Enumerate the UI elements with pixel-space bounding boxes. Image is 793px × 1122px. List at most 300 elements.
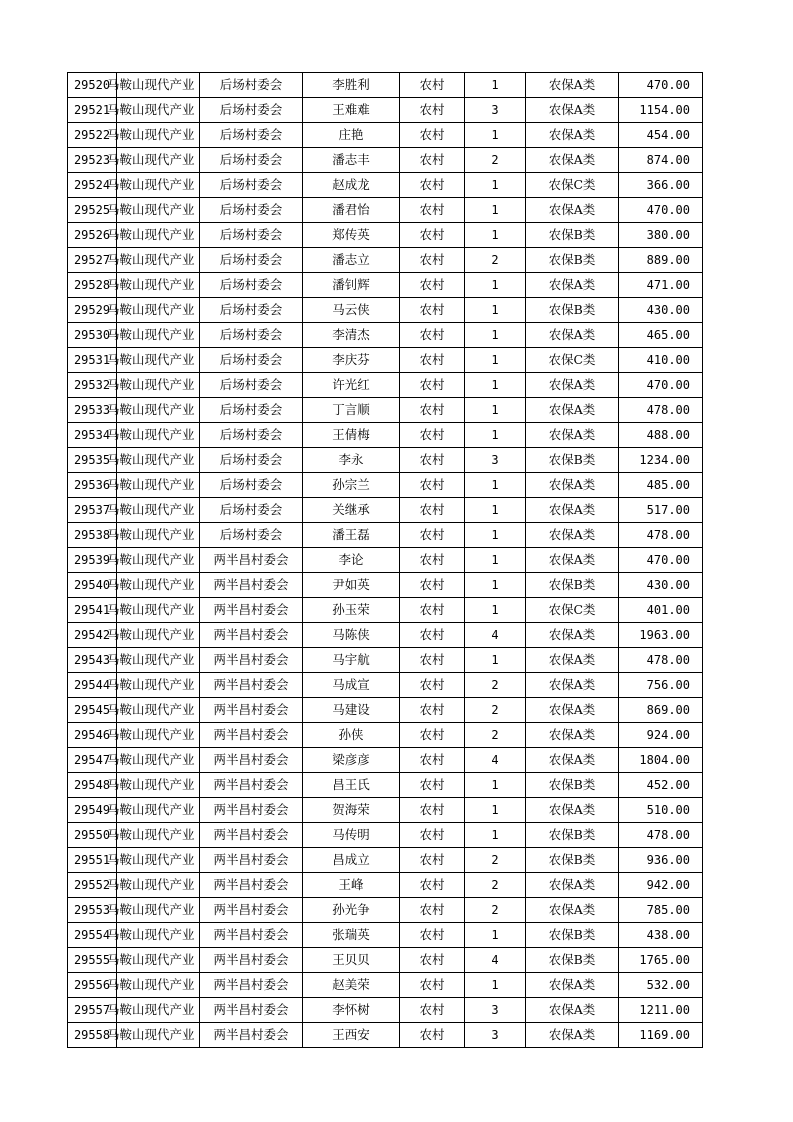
organization-cell: 马鞍山现代产业 <box>117 923 200 948</box>
household-type-cell: 农村 <box>400 498 465 523</box>
village-committee-cell: 两半昌村委会 <box>200 898 303 923</box>
household-type-cell: 农村 <box>400 698 465 723</box>
household-type-cell: 农村 <box>400 123 465 148</box>
organization-cell: 马鞍山现代产业 <box>117 673 200 698</box>
amount-cell: 889.00 <box>619 248 703 273</box>
village-committee-cell: 后场村委会 <box>200 298 303 323</box>
record-id-cell: 29552 <box>68 873 117 898</box>
table-row <box>68 773 703 798</box>
household-type-cell: 农村 <box>400 473 465 498</box>
village-committee-cell: 两半昌村委会 <box>200 648 303 673</box>
table-row <box>68 848 703 873</box>
amount-cell: 485.00 <box>619 473 703 498</box>
village-committee-cell: 两半昌村委会 <box>200 823 303 848</box>
person-name-cell: 孙侠 <box>303 723 400 748</box>
amount-cell: 517.00 <box>619 498 703 523</box>
person-name-cell: 李怀树 <box>303 998 400 1023</box>
person-name-cell: 孙玉荣 <box>303 598 400 623</box>
record-id-cell: 29549 <box>68 798 117 823</box>
household-type-cell: 农村 <box>400 323 465 348</box>
record-id-cell: 29529 <box>68 298 117 323</box>
record-id-cell: 29542 <box>68 623 117 648</box>
village-committee-cell: 后场村委会 <box>200 248 303 273</box>
village-committee-cell: 两半昌村委会 <box>200 1023 303 1048</box>
insurance-category-cell: 农保B类 <box>526 848 619 873</box>
table-row <box>68 973 703 998</box>
member-count-cell: 2 <box>465 848 526 873</box>
insurance-category-cell: 农保A类 <box>526 473 619 498</box>
village-committee-cell: 两半昌村委会 <box>200 573 303 598</box>
amount-cell: 756.00 <box>619 673 703 698</box>
table-row <box>68 123 703 148</box>
person-name-cell: 梁彦彦 <box>303 748 400 773</box>
record-id-cell: 29546 <box>68 723 117 748</box>
organization-cell: 马鞍山现代产业 <box>117 148 200 173</box>
record-id-cell: 29547 <box>68 748 117 773</box>
member-count-cell: 1 <box>465 573 526 598</box>
amount-cell: 1154.00 <box>619 98 703 123</box>
amount-cell: 874.00 <box>619 148 703 173</box>
member-count-cell: 3 <box>465 1023 526 1048</box>
organization-cell: 马鞍山现代产业 <box>117 998 200 1023</box>
village-committee-cell: 两半昌村委会 <box>200 698 303 723</box>
household-type-cell: 农村 <box>400 298 465 323</box>
household-type-cell: 农村 <box>400 548 465 573</box>
household-type-cell: 农村 <box>400 398 465 423</box>
table-row <box>68 948 703 973</box>
person-name-cell: 昌成立 <box>303 848 400 873</box>
household-type-cell: 农村 <box>400 523 465 548</box>
organization-cell: 马鞍山现代产业 <box>117 723 200 748</box>
record-id-cell: 29520 <box>68 73 117 98</box>
member-count-cell: 1 <box>465 273 526 298</box>
insurance-category-cell: 农保B类 <box>526 223 619 248</box>
person-name-cell: 李庆芬 <box>303 348 400 373</box>
organization-cell: 马鞍山现代产业 <box>117 523 200 548</box>
organization-cell: 马鞍山现代产业 <box>117 573 200 598</box>
person-name-cell: 马宇航 <box>303 648 400 673</box>
member-count-cell: 3 <box>465 98 526 123</box>
organization-cell: 马鞍山现代产业 <box>117 348 200 373</box>
village-committee-cell: 后场村委会 <box>200 123 303 148</box>
insurance-category-cell: 农保A类 <box>526 673 619 698</box>
member-count-cell: 1 <box>465 498 526 523</box>
record-id-cell: 29538 <box>68 523 117 548</box>
table-row <box>68 348 703 373</box>
member-count-cell: 1 <box>465 598 526 623</box>
record-id-cell: 29554 <box>68 923 117 948</box>
member-count-cell: 1 <box>465 173 526 198</box>
household-type-cell: 农村 <box>400 373 465 398</box>
insurance-category-cell: 农保A类 <box>526 98 619 123</box>
village-committee-cell: 后场村委会 <box>200 423 303 448</box>
person-name-cell: 孙宗兰 <box>303 473 400 498</box>
village-committee-cell: 后场村委会 <box>200 73 303 98</box>
household-type-cell: 农村 <box>400 673 465 698</box>
village-committee-cell: 后场村委会 <box>200 498 303 523</box>
insurance-category-cell: 农保A类 <box>526 648 619 673</box>
person-name-cell: 关继承 <box>303 498 400 523</box>
person-name-cell: 张瑞英 <box>303 923 400 948</box>
record-id-cell: 29557 <box>68 998 117 1023</box>
amount-cell: 1804.00 <box>619 748 703 773</box>
table-row <box>68 923 703 948</box>
household-type-cell: 农村 <box>400 248 465 273</box>
record-id-cell: 29524 <box>68 173 117 198</box>
organization-cell: 马鞍山现代产业 <box>117 948 200 973</box>
member-count-cell: 1 <box>465 923 526 948</box>
village-committee-cell: 两半昌村委会 <box>200 998 303 1023</box>
household-type-cell: 农村 <box>400 748 465 773</box>
member-count-cell: 2 <box>465 723 526 748</box>
record-id-cell: 29536 <box>68 473 117 498</box>
record-id-cell: 29527 <box>68 248 117 273</box>
organization-cell: 马鞍山现代产业 <box>117 248 200 273</box>
table-row <box>68 898 703 923</box>
amount-cell: 410.00 <box>619 348 703 373</box>
member-count-cell: 1 <box>465 823 526 848</box>
insurance-category-cell: 农保A类 <box>526 698 619 723</box>
household-type-cell: 农村 <box>400 873 465 898</box>
table-row <box>68 248 703 273</box>
household-type-cell: 农村 <box>400 98 465 123</box>
member-count-cell: 3 <box>465 448 526 473</box>
record-id-cell: 29548 <box>68 773 117 798</box>
village-committee-cell: 后场村委会 <box>200 98 303 123</box>
table-row <box>68 598 703 623</box>
member-count-cell: 4 <box>465 623 526 648</box>
household-type-cell: 农村 <box>400 148 465 173</box>
village-committee-cell: 两半昌村委会 <box>200 948 303 973</box>
organization-cell: 马鞍山现代产业 <box>117 898 200 923</box>
table-row <box>68 698 703 723</box>
record-id-cell: 29535 <box>68 448 117 473</box>
record-id-cell: 29525 <box>68 198 117 223</box>
record-id-cell: 29537 <box>68 498 117 523</box>
person-name-cell: 李胜利 <box>303 73 400 98</box>
amount-cell: 465.00 <box>619 323 703 348</box>
organization-cell: 马鞍山现代产业 <box>117 648 200 673</box>
member-count-cell: 2 <box>465 898 526 923</box>
table-row <box>68 198 703 223</box>
village-committee-cell: 两半昌村委会 <box>200 748 303 773</box>
member-count-cell: 1 <box>465 398 526 423</box>
person-name-cell: 赵美荣 <box>303 973 400 998</box>
insurance-category-cell: 农保B类 <box>526 573 619 598</box>
amount-cell: 1169.00 <box>619 1023 703 1048</box>
member-count-cell: 2 <box>465 698 526 723</box>
amount-cell: 478.00 <box>619 398 703 423</box>
insurance-category-cell: 农保A类 <box>526 423 619 448</box>
member-count-cell: 1 <box>465 473 526 498</box>
household-type-cell: 农村 <box>400 948 465 973</box>
table-row <box>68 998 703 1023</box>
member-count-cell: 2 <box>465 248 526 273</box>
amount-cell: 936.00 <box>619 848 703 873</box>
record-id-cell: 29541 <box>68 598 117 623</box>
household-type-cell: 农村 <box>400 223 465 248</box>
insurance-category-cell: 农保B类 <box>526 298 619 323</box>
village-committee-cell: 两半昌村委会 <box>200 848 303 873</box>
person-name-cell: 昌王氏 <box>303 773 400 798</box>
village-committee-cell: 后场村委会 <box>200 448 303 473</box>
insurance-category-cell: 农保A类 <box>526 748 619 773</box>
amount-cell: 470.00 <box>619 373 703 398</box>
insurance-category-cell: 农保A类 <box>526 898 619 923</box>
insurance-category-cell: 农保C类 <box>526 348 619 373</box>
member-count-cell: 1 <box>465 648 526 673</box>
member-count-cell: 4 <box>465 748 526 773</box>
member-count-cell: 1 <box>465 973 526 998</box>
member-count-cell: 1 <box>465 348 526 373</box>
member-count-cell: 1 <box>465 423 526 448</box>
record-id-cell: 29521 <box>68 98 117 123</box>
household-type-cell: 农村 <box>400 448 465 473</box>
village-committee-cell: 后场村委会 <box>200 523 303 548</box>
village-committee-cell: 后场村委会 <box>200 323 303 348</box>
household-type-cell: 农村 <box>400 1023 465 1048</box>
household-type-cell: 农村 <box>400 348 465 373</box>
table-row <box>68 423 703 448</box>
table-row <box>68 873 703 898</box>
member-count-cell: 1 <box>465 223 526 248</box>
table-row <box>68 98 703 123</box>
amount-cell: 430.00 <box>619 298 703 323</box>
person-name-cell: 马传明 <box>303 823 400 848</box>
table-row <box>68 748 703 773</box>
village-committee-cell: 两半昌村委会 <box>200 773 303 798</box>
table-row <box>68 223 703 248</box>
record-id-cell: 29558 <box>68 1023 117 1048</box>
organization-cell: 马鞍山现代产业 <box>117 873 200 898</box>
village-committee-cell: 两半昌村委会 <box>200 673 303 698</box>
village-committee-cell: 两半昌村委会 <box>200 548 303 573</box>
village-committee-cell: 后场村委会 <box>200 473 303 498</box>
person-name-cell: 李永 <box>303 448 400 473</box>
insurance-category-cell: 农保B类 <box>526 773 619 798</box>
insurance-category-cell: 农保A类 <box>526 273 619 298</box>
insurance-category-cell: 农保B类 <box>526 823 619 848</box>
organization-cell: 马鞍山现代产业 <box>117 73 200 98</box>
table-row <box>68 73 703 98</box>
amount-cell: 785.00 <box>619 898 703 923</box>
village-committee-cell: 两半昌村委会 <box>200 723 303 748</box>
member-count-cell: 1 <box>465 373 526 398</box>
organization-cell: 马鞍山现代产业 <box>117 823 200 848</box>
village-committee-cell: 后场村委会 <box>200 173 303 198</box>
table-row <box>68 448 703 473</box>
household-type-cell: 农村 <box>400 798 465 823</box>
person-name-cell: 尹如英 <box>303 573 400 598</box>
member-count-cell: 1 <box>465 523 526 548</box>
insurance-category-cell: 农保B类 <box>526 448 619 473</box>
village-committee-cell: 两半昌村委会 <box>200 873 303 898</box>
amount-cell: 380.00 <box>619 223 703 248</box>
person-name-cell: 潘王磊 <box>303 523 400 548</box>
table-row <box>68 323 703 348</box>
organization-cell: 马鞍山现代产业 <box>117 548 200 573</box>
amount-cell: 532.00 <box>619 973 703 998</box>
insurance-category-cell: 农保A类 <box>526 623 619 648</box>
amount-cell: 470.00 <box>619 548 703 573</box>
member-count-cell: 3 <box>465 998 526 1023</box>
amount-cell: 1963.00 <box>619 623 703 648</box>
record-id-cell: 29530 <box>68 323 117 348</box>
record-id-cell: 29543 <box>68 648 117 673</box>
amount-cell: 488.00 <box>619 423 703 448</box>
person-name-cell: 许光红 <box>303 373 400 398</box>
amount-cell: 478.00 <box>619 523 703 548</box>
table-row <box>68 648 703 673</box>
table-row <box>68 623 703 648</box>
amount-cell: 1765.00 <box>619 948 703 973</box>
organization-cell: 马鞍山现代产业 <box>117 223 200 248</box>
member-count-cell: 1 <box>465 548 526 573</box>
table-row <box>68 473 703 498</box>
household-type-cell: 农村 <box>400 923 465 948</box>
member-count-cell: 1 <box>465 298 526 323</box>
organization-cell: 马鞍山现代产业 <box>117 398 200 423</box>
table-row <box>68 148 703 173</box>
amount-cell: 470.00 <box>619 198 703 223</box>
insurance-category-cell: 农保A类 <box>526 1023 619 1048</box>
organization-cell: 马鞍山现代产业 <box>117 98 200 123</box>
village-committee-cell: 后场村委会 <box>200 198 303 223</box>
insurance-category-cell: 农保A类 <box>526 548 619 573</box>
organization-cell: 马鞍山现代产业 <box>117 198 200 223</box>
insurance-category-cell: 农保A类 <box>526 198 619 223</box>
member-count-cell: 1 <box>465 123 526 148</box>
person-name-cell: 孙光争 <box>303 898 400 923</box>
organization-cell: 马鞍山现代产业 <box>117 473 200 498</box>
member-count-cell: 4 <box>465 948 526 973</box>
organization-cell: 马鞍山现代产业 <box>117 698 200 723</box>
organization-cell: 马鞍山现代产业 <box>117 448 200 473</box>
person-name-cell: 马成宣 <box>303 673 400 698</box>
member-count-cell: 1 <box>465 773 526 798</box>
member-count-cell: 2 <box>465 873 526 898</box>
amount-cell: 942.00 <box>619 873 703 898</box>
organization-cell: 马鞍山现代产业 <box>117 798 200 823</box>
amount-cell: 924.00 <box>619 723 703 748</box>
member-count-cell: 1 <box>465 73 526 98</box>
table-body <box>68 73 703 1048</box>
organization-cell: 马鞍山现代产业 <box>117 848 200 873</box>
organization-cell: 马鞍山现代产业 <box>117 123 200 148</box>
table-row <box>68 798 703 823</box>
table-row <box>68 1023 703 1048</box>
insurance-category-cell: 农保A类 <box>526 723 619 748</box>
household-type-cell: 农村 <box>400 73 465 98</box>
record-id-cell: 29553 <box>68 898 117 923</box>
village-committee-cell: 后场村委会 <box>200 373 303 398</box>
amount-cell: 478.00 <box>619 648 703 673</box>
village-committee-cell: 两半昌村委会 <box>200 973 303 998</box>
insurance-category-cell: 农保A类 <box>526 373 619 398</box>
household-type-cell: 农村 <box>400 823 465 848</box>
person-name-cell: 潘君怡 <box>303 198 400 223</box>
record-id-cell: 29555 <box>68 948 117 973</box>
village-committee-cell: 两半昌村委会 <box>200 623 303 648</box>
village-committee-cell: 两半昌村委会 <box>200 598 303 623</box>
table-row <box>68 373 703 398</box>
insurance-category-cell: 农保A类 <box>526 323 619 348</box>
organization-cell: 马鞍山现代产业 <box>117 373 200 398</box>
person-name-cell: 庄艳 <box>303 123 400 148</box>
person-name-cell: 贺海荣 <box>303 798 400 823</box>
record-id-cell: 29526 <box>68 223 117 248</box>
member-count-cell: 1 <box>465 323 526 348</box>
insurance-category-cell: 农保A类 <box>526 73 619 98</box>
person-name-cell: 王贝贝 <box>303 948 400 973</box>
insurance-category-cell: 农保A类 <box>526 123 619 148</box>
amount-cell: 470.00 <box>619 73 703 98</box>
household-type-cell: 农村 <box>400 423 465 448</box>
person-name-cell: 马建设 <box>303 698 400 723</box>
amount-cell: 366.00 <box>619 173 703 198</box>
household-type-cell: 农村 <box>400 573 465 598</box>
person-name-cell: 李清杰 <box>303 323 400 348</box>
amount-cell: 478.00 <box>619 823 703 848</box>
table-row <box>68 398 703 423</box>
organization-cell: 马鞍山现代产业 <box>117 748 200 773</box>
organization-cell: 马鞍山现代产业 <box>117 173 200 198</box>
record-id-cell: 29540 <box>68 573 117 598</box>
person-name-cell: 李论 <box>303 548 400 573</box>
insurance-category-cell: 农保A类 <box>526 523 619 548</box>
member-count-cell: 2 <box>465 673 526 698</box>
table-row <box>68 523 703 548</box>
organization-cell: 马鞍山现代产业 <box>117 773 200 798</box>
village-committee-cell: 后场村委会 <box>200 273 303 298</box>
record-id-cell: 29539 <box>68 548 117 573</box>
amount-cell: 452.00 <box>619 773 703 798</box>
table-row <box>68 823 703 848</box>
insurance-category-cell: 农保A类 <box>526 498 619 523</box>
record-id-cell: 29551 <box>68 848 117 873</box>
insurance-category-cell: 农保A类 <box>526 873 619 898</box>
village-committee-cell: 后场村委会 <box>200 348 303 373</box>
record-id-cell: 29528 <box>68 273 117 298</box>
record-id-cell: 29550 <box>68 823 117 848</box>
village-committee-cell: 后场村委会 <box>200 398 303 423</box>
insurance-category-cell: 农保A类 <box>526 148 619 173</box>
organization-cell: 马鞍山现代产业 <box>117 1023 200 1048</box>
insurance-category-cell: 农保A类 <box>526 798 619 823</box>
village-committee-cell: 后场村委会 <box>200 148 303 173</box>
person-name-cell: 潘志立 <box>303 248 400 273</box>
amount-cell: 869.00 <box>619 698 703 723</box>
organization-cell: 马鞍山现代产业 <box>117 598 200 623</box>
insurance-category-cell: 农保A类 <box>526 998 619 1023</box>
village-committee-cell: 两半昌村委会 <box>200 923 303 948</box>
record-id-cell: 29532 <box>68 373 117 398</box>
record-id-cell: 29544 <box>68 673 117 698</box>
amount-cell: 471.00 <box>619 273 703 298</box>
amount-cell: 438.00 <box>619 923 703 948</box>
table-row <box>68 573 703 598</box>
insurance-category-cell: 农保C类 <box>526 173 619 198</box>
household-type-cell: 农村 <box>400 648 465 673</box>
insurance-category-cell: 农保B类 <box>526 948 619 973</box>
insurance-category-cell: 农保A类 <box>526 973 619 998</box>
household-type-cell: 农村 <box>400 723 465 748</box>
household-type-cell: 农村 <box>400 848 465 873</box>
table-row <box>68 298 703 323</box>
household-type-cell: 农村 <box>400 973 465 998</box>
record-id-cell: 29533 <box>68 398 117 423</box>
person-name-cell: 赵成龙 <box>303 173 400 198</box>
